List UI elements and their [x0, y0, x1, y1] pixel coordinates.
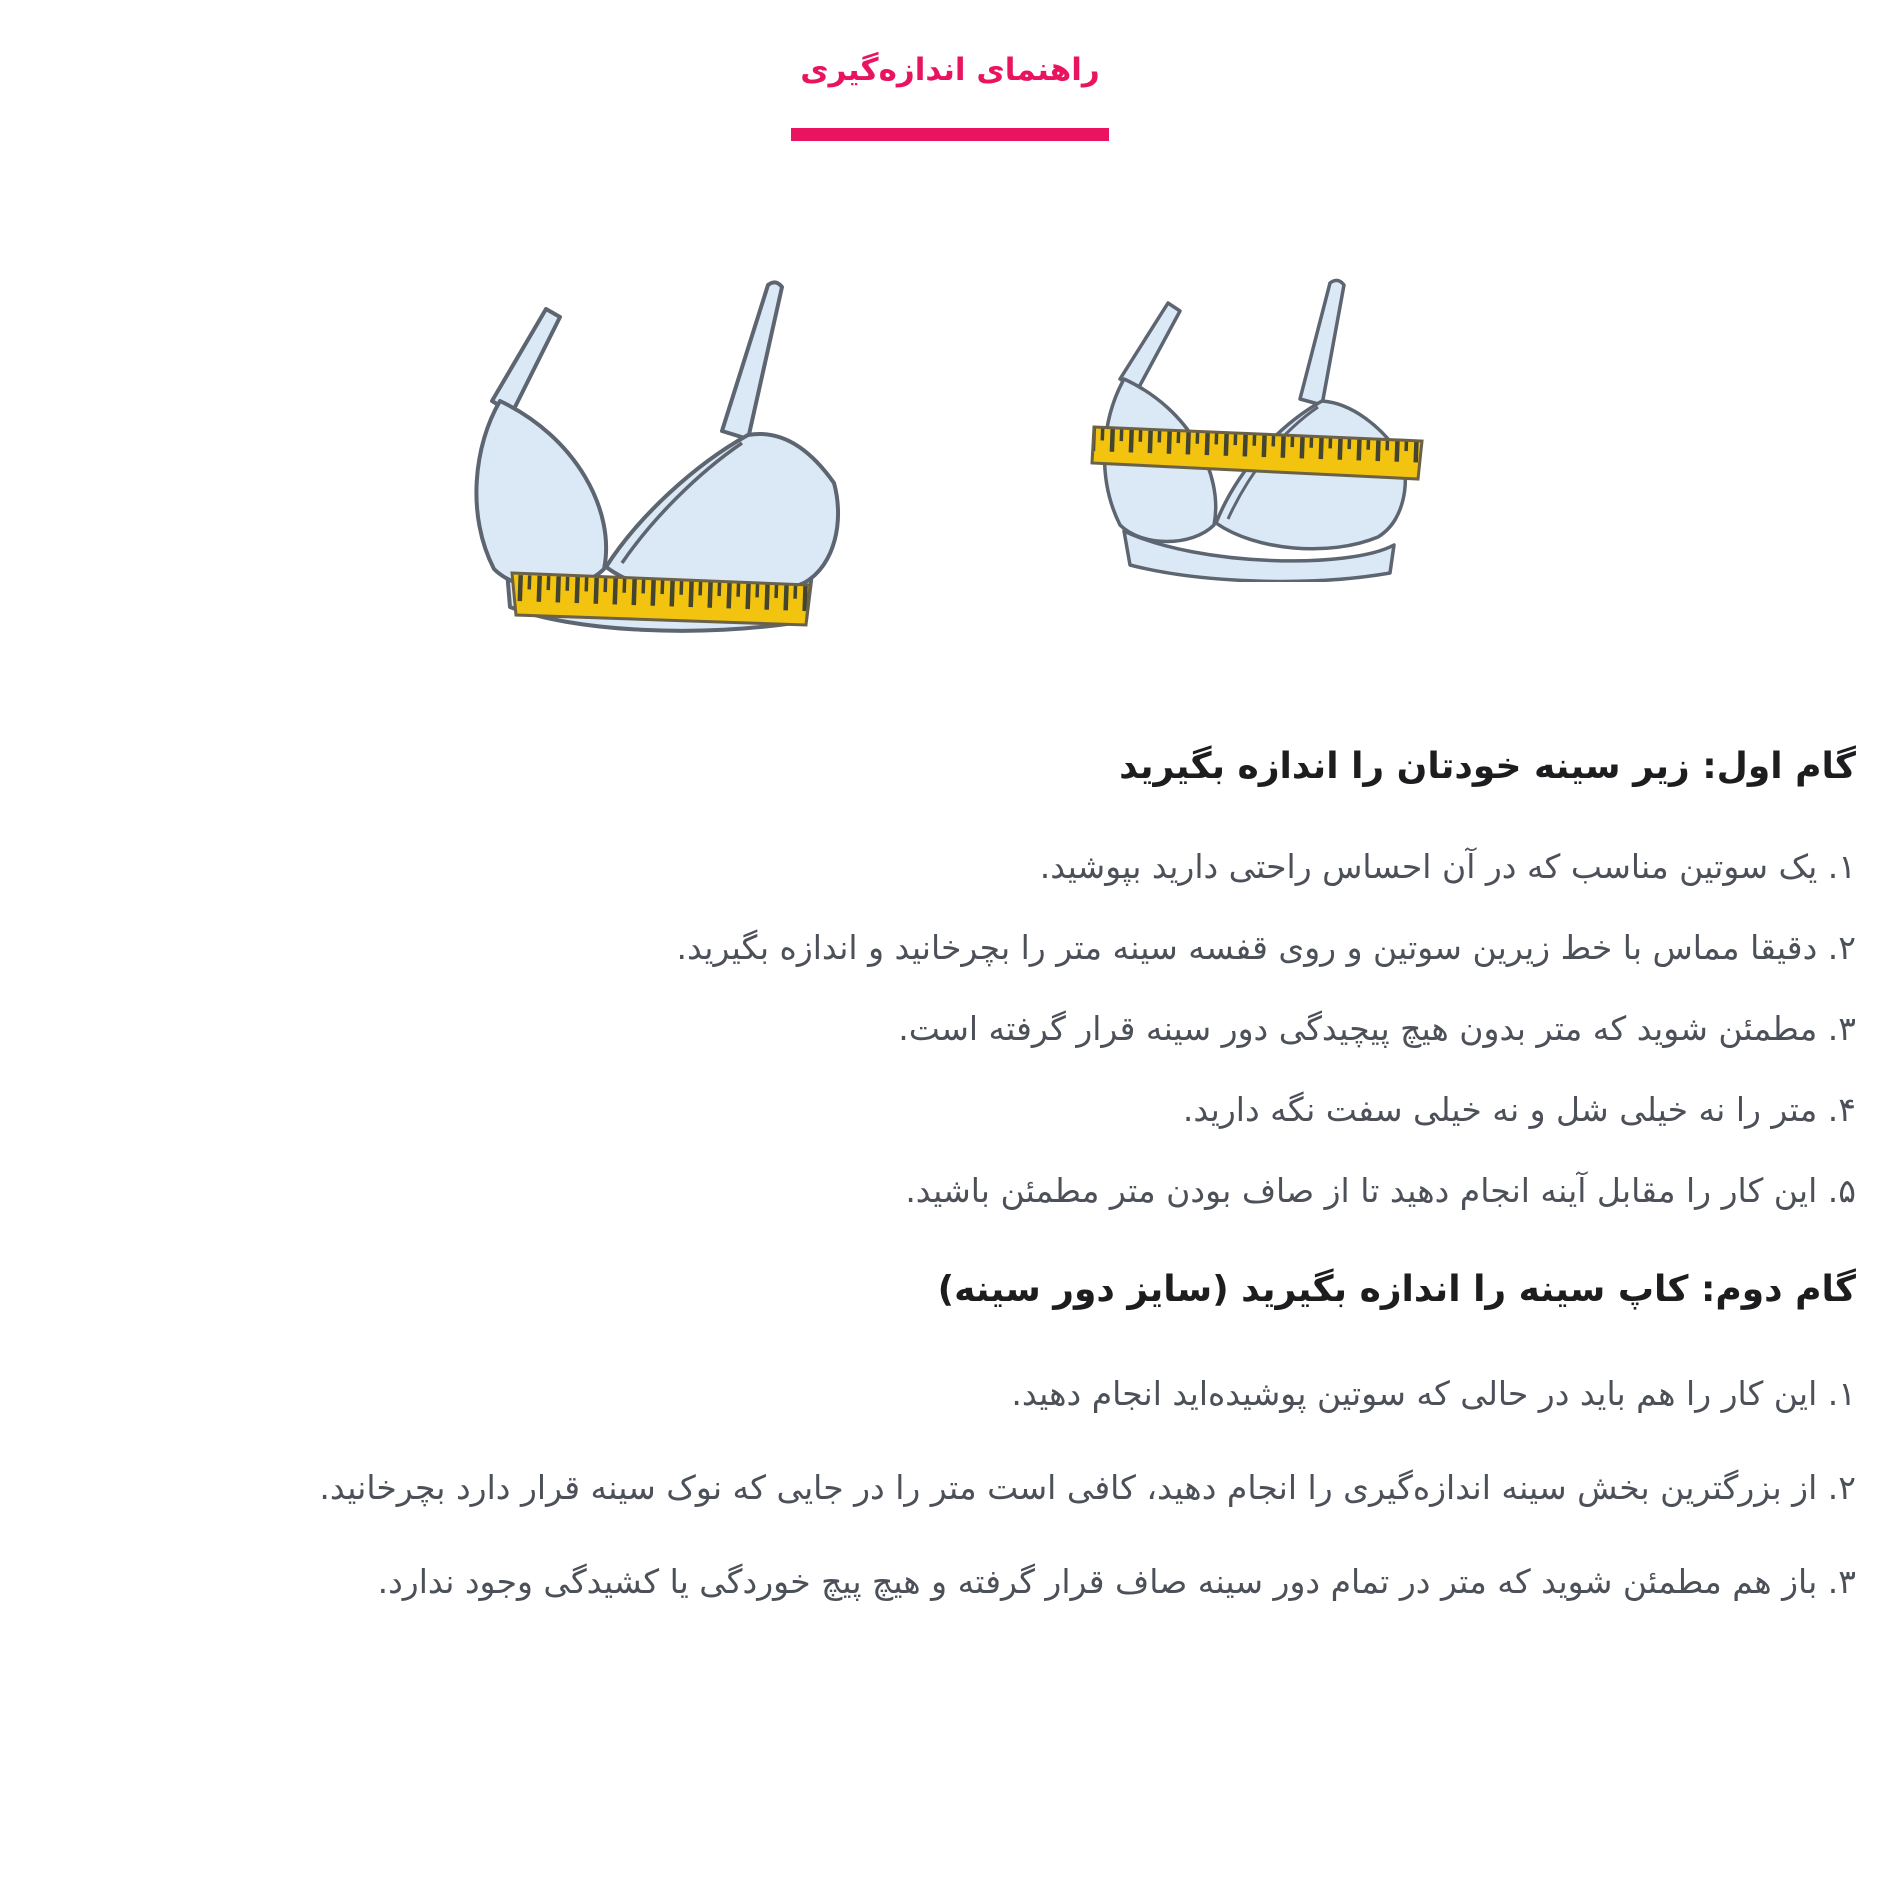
step-one-heading: گام اول: زیر سینه خودتان را اندازه بگیرید — [1119, 746, 1856, 787]
right-strap — [722, 282, 782, 439]
list-item: ۳. باز هم مطمئن شوید که متر در تمام دور سینه صاف قرار گرفته و هیچ پیچ خوردگی یا کشیدگی وجود ندارد. — [377, 1562, 1856, 1601]
step-two-section — [44, 1267, 1856, 1623]
list-item: ۴. متر را نه خیلی شل و نه خیلی سفت نگه دارید. — [1182, 1090, 1856, 1129]
guide-header — [0, 0, 1900, 141]
list-item: ۲. دقیقا مماس با خط زیرین سوتین و روی قفسه سینه متر را بچرخانید و اندازه بگیرید. — [676, 928, 1856, 967]
left-cup — [476, 401, 606, 589]
list-item: ۲. از بزرگترین بخش سینه اندازه‌گیری را انجام دهید، کافی است متر را در جایی که نوک سینه قرار دارد بچرخانید. — [319, 1468, 1856, 1507]
guide-text — [0, 744, 1900, 1623]
bra-bust-illustration — [1090, 277, 1440, 582]
left-strap — [1120, 303, 1180, 389]
right-strap — [1300, 280, 1344, 405]
measurement-illustrations — [0, 277, 1900, 642]
list-item: ۱. یک سوتین مناسب که در آن احساس راحتی دارید بپوشید. — [1039, 847, 1856, 886]
left-strap — [492, 309, 560, 413]
step-one-section — [44, 744, 1856, 1231]
step-two-heading: گام دوم: کاپ سینه را اندازه بگیرید (سایز دور سینه) — [937, 1269, 1856, 1310]
bra-underband-illustration — [460, 277, 900, 642]
page-title: راهنمای اندازه‌گیری — [800, 52, 1100, 88]
title-underline-bar — [791, 128, 1109, 141]
list-item: ۵. این کار را مقابل آینه انجام دهید تا از صاف بودن متر مطمئن باشید. — [905, 1171, 1856, 1210]
list-item: ۱. این کار را هم باید در حالی که سوتین پوشیده‌اید انجام دهید. — [1011, 1374, 1856, 1413]
list-item: ۳. مطمئن شوید که متر بدون هیچ پیچیدگی دور سینه قرار گرفته است. — [898, 1009, 1856, 1048]
